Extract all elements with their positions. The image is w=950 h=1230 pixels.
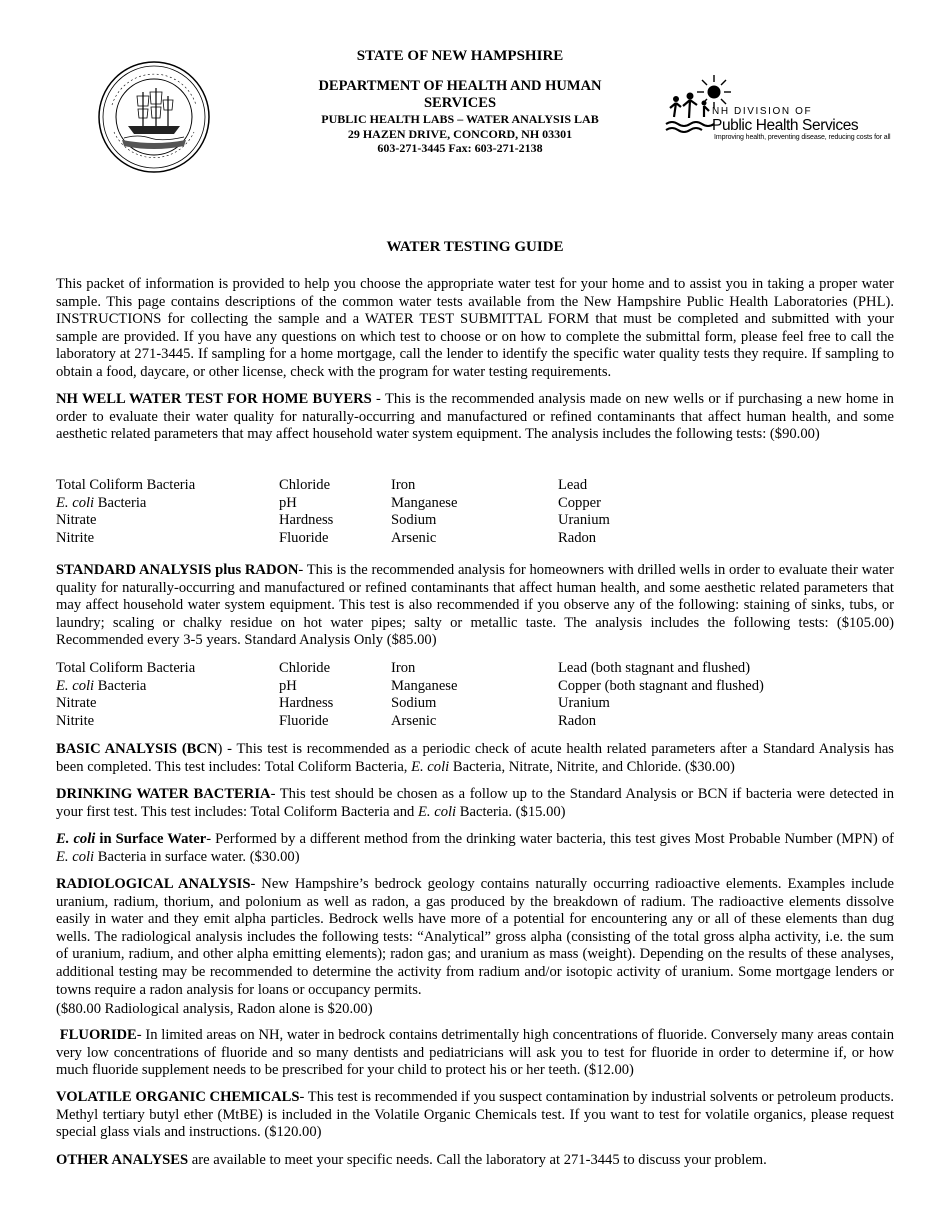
surface-water-heading: E. coli in Surface Water [56, 831, 207, 847]
lab-phone-fax: 603-271-3445 Fax: 603-271-2138 [377, 141, 543, 155]
test-cell: Uranium [558, 695, 610, 712]
other-analyses-paragraph: OTHER ANALYSES are available to meet your specific needs. Call the laboratory at 271-3445 to discuss your problem. [56, 1152, 767, 1168]
table-row [56, 530, 894, 548]
lab-address: 29 HAZEN DRIVE, CONCORD, NH 03301 [347, 126, 573, 141]
voc-heading: VOLATILE ORGANIC CHEMICALS [56, 1089, 300, 1105]
test-cell: Iron [391, 477, 416, 493]
test-cell: pH [279, 494, 297, 511]
letterhead [300, 48, 620, 156]
test-cell: Sodium [391, 512, 437, 529]
logo-division: NH DIVISION OF [712, 106, 813, 117]
test-cell: E. coli Bacteria [56, 494, 147, 511]
table-row [56, 713, 894, 731]
fluoride-heading: FLUORIDE [59, 1027, 137, 1043]
test-cell: Nitrate [56, 512, 97, 529]
test-cell: Nitrite [56, 712, 95, 729]
test-cell: Manganese [391, 677, 458, 694]
table-row [56, 477, 894, 495]
drinking-water-heading: DRINKING WATER BACTERIA [56, 786, 271, 802]
test-cell: pH [279, 677, 297, 694]
test-cell: Radon [558, 529, 597, 546]
test-cell: Fluoride [279, 712, 329, 729]
test-cell: Nitrate [56, 695, 97, 712]
standard-analysis-text: - This is the recommended analysis for homeowners with drilled wells in order to evaluate their water quality for naturally-occurring and manufactured or refined contaminants that affect human health, and some aesthetic related parameters that may affect household water system equipment. This test is also recommended if you observe any of the following: staining of sinks, tubs, or laundry; scaling or chalky residue on hot water pipes; salty or metallic taste. The analysis includes the following tests: ($105.00) Recommended every 3-5 years. Standard Analysis Only ($85.00) [56, 562, 894, 649]
radiological-paragraph: RADIOLOGICAL ANALYSIS- New Hampshire’s bedrock geology contains naturally occurring radioactive elements. Examples include uranium, radium, thorium, and polonium as well as radon, a gas produced by the breakdown of radium. The radioactive elements dissolve easily in water and they emit alpha particles. Bedrock wells have more of a potential for encountering any or all of these elements than dug wells. The radiological analysis includes the following tests: “Analytical” gross alpha (consisting of the total gross alpha activity, i.e. the sum of uranium, radium, and other alpha emitting elements); radon gas; and uranium as mass (weight). Depending on the results of these analyses, additional testing may be recommended to determine the activity from radium and/or isotopic activity of uranium. Some mortgage lenders or towns require a radon analysis for loans or occupancy permits. [56, 876, 894, 998]
table-row [56, 678, 894, 696]
logo-name: Public Health Services [712, 117, 859, 134]
table-row [56, 695, 894, 713]
basic-analysis-heading: BASIC ANALYSIS (BCN [56, 741, 218, 757]
home-buyers-text: - This is the recommended analysis made on new wells or if purchasing a new home in order to evaluate their water quality for naturally-occurring and manufactured or refined contaminants that affect human health, and some aesthetic related parameters that may affect household water system equipment. The analysis includes the following tests: ($90.00) [56, 391, 894, 443]
home-buyers-heading: NH WELL WATER TEST FOR HOME BUYERS [56, 391, 372, 407]
test-cell: Iron [391, 660, 416, 676]
test-cell: Radon [558, 712, 597, 729]
test-cell: Nitrite [56, 529, 95, 546]
state-seal-logo [98, 60, 210, 174]
test-cell: Copper [558, 494, 601, 511]
test-cell: Hardness [279, 512, 334, 529]
department-line-1: DEPARTMENT OF HEALTH AND HUMAN [318, 78, 602, 94]
public-health-services-logo [664, 72, 904, 142]
home-buyers-paragraph [56, 391, 894, 444]
home-buyers-tests-table [56, 477, 894, 547]
test-cell: Total Coliform Bacteria [56, 660, 196, 676]
surface-water-paragraph: E. coli in Surface Water- Performed by a different method from the drinking water bacteria, this test gives Most Probable Number (MPN) of E. coli Bacteria in surface water. ($30.00) [56, 831, 894, 865]
other-analyses-heading: OTHER ANALYSES [56, 1152, 189, 1168]
test-cell: Sodium [391, 695, 437, 712]
standard-analysis-paragraph [56, 562, 894, 650]
test-cell: Uranium [558, 512, 610, 529]
test-cell: Fluoride [279, 529, 329, 546]
radiological-price: ($80.00 Radiological analysis, Radon alone is $20.00) [56, 1001, 373, 1017]
intro-paragraph: This packet of information is provided to help you choose the appropriate water test for your home and to assist you in taking a proper water sample. This page contains descriptions of the common water tests available from the New Hampshire Public Health Laboratories (PHL). INSTRUCTIONS for collecting the sample and a WATER TEST SUBMITTAL FORM that must be completed and submitted with your sample are provided. If you have any questions on which test to choose or on how to complete the submittal form, please feel free to call the laboratory at 271-3445. If sampling for a home mortgage, call the lender to identify the specific water quality tests they require. If sampling to obtain a food, daycare, or other license, check with the program for water testing requirements. [56, 276, 894, 380]
radiological-heading: RADIOLOGICAL ANALYSIS [56, 876, 251, 892]
test-cell: Manganese [391, 494, 458, 511]
test-cell: Arsenic [391, 529, 437, 546]
standard-analysis-heading: STANDARD ANALYSIS plus RADON [56, 562, 299, 578]
lab-name: PUBLIC HEALTH LABS – WATER ANALYSIS LAB [321, 112, 599, 126]
test-cell: Arsenic [391, 712, 437, 729]
test-cell: Lead [558, 477, 588, 493]
test-cell: Copper (both stagnant and flushed) [558, 677, 764, 694]
page-title: WATER TESTING GUIDE [386, 239, 564, 255]
logo-tagline: Improving health, preventing disease, reducing costs for all [714, 134, 891, 141]
state-name: STATE OF NEW HAMPSHIRE [356, 48, 564, 64]
test-cell: Total Coliform Bacteria [56, 477, 196, 493]
fluoride-paragraph: FLUORIDE- In limited areas on NH, water in bedrock contains detrimentally high concentrations of fluoride. Conversely many areas contain very low concentrations of fluoride and so many dentists and pediatricians will ask you to test for fluoride in order to determine if, or how much fluoride supplement needs to be prescribed for your child to protect his or her teeth. ($12.00) [56, 1027, 894, 1079]
test-cell: Chloride [279, 660, 331, 676]
voc-paragraph: VOLATILE ORGANIC CHEMICALS- This test is recommended if you suspect contamination by industrial solvents or petroleum products. Methyl tertiary butyl ether (MtBE) is included in the Volatile Organic Chemicals test. If you want to test for volatile organics, please request special glass vials and instructions. ($120.00) [56, 1089, 894, 1141]
basic-analysis-paragraph: BASIC ANALYSIS (BCN) - This test is recommended as a periodic check of acute health related parameters after a Standard Analysis has been completed. This test includes: Total Coliform Bacteria, E. coli Bacteria, Nitrate, Nitrite, and Chloride. ($30.00) [56, 741, 894, 775]
test-cell: Chloride [279, 477, 331, 493]
test-cell: Lead (both stagnant and flushed) [558, 660, 751, 676]
table-row [56, 495, 894, 513]
department-line-2: SERVICES [423, 95, 497, 111]
test-cell: Hardness [279, 695, 334, 712]
test-cell: E. coli Bacteria [56, 677, 147, 694]
table-row [56, 512, 894, 530]
table-row [56, 660, 894, 678]
drinking-water-paragraph: DRINKING WATER BACTERIA- This test should be chosen as a follow up to the Standard Analysis or BCN if bacteria were detected in your first test. This test includes: Total Coliform Bacteria and E. coli Bacteria. ($15.00) [56, 786, 894, 820]
standard-tests-table [56, 660, 894, 730]
